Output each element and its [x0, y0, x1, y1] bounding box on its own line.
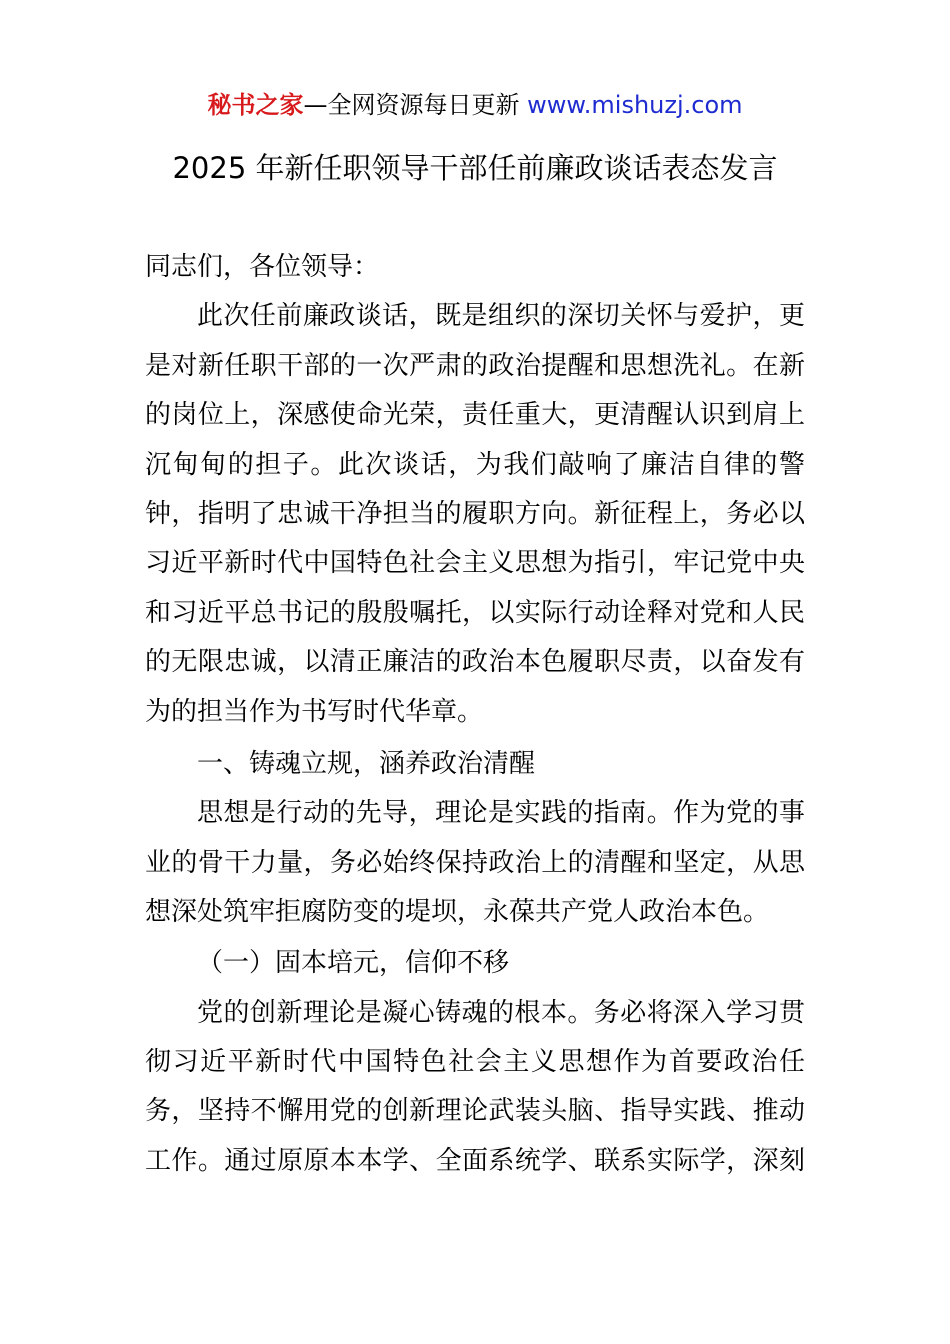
brand-name: 秘书之家 — [207, 91, 304, 119]
paragraph-line: 钟，指明了忠诚干净担当的履职方向。新征程上，务必以 — [145, 499, 805, 530]
page-header — [0, 89, 950, 121]
paragraph-line: 工作。通过原原本本学、全面系统学、联系实际学，深刻 — [145, 1145, 805, 1176]
paragraph-line: 和习近平总书记的殷殷嘱托，以实际行动诠释对党和人民 — [145, 597, 805, 628]
header-tagline: —全网资源每日更新 — [303, 91, 528, 119]
paragraph-line: 党的创新理论是凝心铸魂的根本。务必将深入学习贯 — [197, 997, 805, 1028]
section-heading: 一、铸魂立规，涵养政治清醒 — [197, 749, 536, 780]
intro-paragraph — [145, 292, 805, 737]
paragraph-line: 思想是行动的先导，理论是实践的指南。作为党的事 — [197, 798, 805, 829]
paragraph-line: 沉甸甸的担子。此次谈话，为我们敲响了廉洁自律的警 — [145, 449, 805, 480]
page-title: 2025 年新任职领导干部任前廉政谈话表态发言 — [172, 151, 778, 185]
paragraph-line: 想深处筑牢拒腐防变的堤坝，永葆共产党人政治本色。 — [145, 897, 770, 928]
paragraph-line: 彻习近平新时代中国特色社会主义思想作为首要政治任 — [145, 1047, 805, 1077]
paragraph-line: 习近平新时代中国特色社会主义思想为指引，牢记党中央 — [145, 548, 805, 579]
subsection-heading: （一）固本培元，信仰不移 — [197, 948, 510, 979]
paragraph-line: 业的骨干力量，务必始终保持政治上的清醒和坚定，从思 — [145, 847, 805, 878]
paragraph-line: 务，坚持不懈用党的创新理论武装头脑、指导实践、推动 — [145, 1096, 805, 1127]
paragraph-line: 此次任前廉政谈话，既是组织的深切关怀与爱护，更 — [197, 301, 805, 332]
paragraph-line: 的无限忠诚，以清正廉洁的政治本色履职尽责，以奋发有 — [145, 647, 805, 678]
document-body — [145, 243, 805, 1186]
paragraph-line: 是对新任职干部的一次严肃的政治提醒和思想洗礼。在新 — [145, 350, 805, 381]
salutation: 同志们，各位领导： — [145, 252, 380, 282]
subsection-1-1-paragraph — [145, 989, 805, 1187]
header-url: www.mishuzj.com — [527, 91, 743, 119]
paragraph-line: 为的担当作为书写时代华章。 — [145, 696, 484, 727]
paragraph-line: 的岗位上，深感使命光荣，责任重大，更清醒认识到肩上 — [145, 400, 805, 431]
section-1-paragraph — [145, 789, 805, 937]
